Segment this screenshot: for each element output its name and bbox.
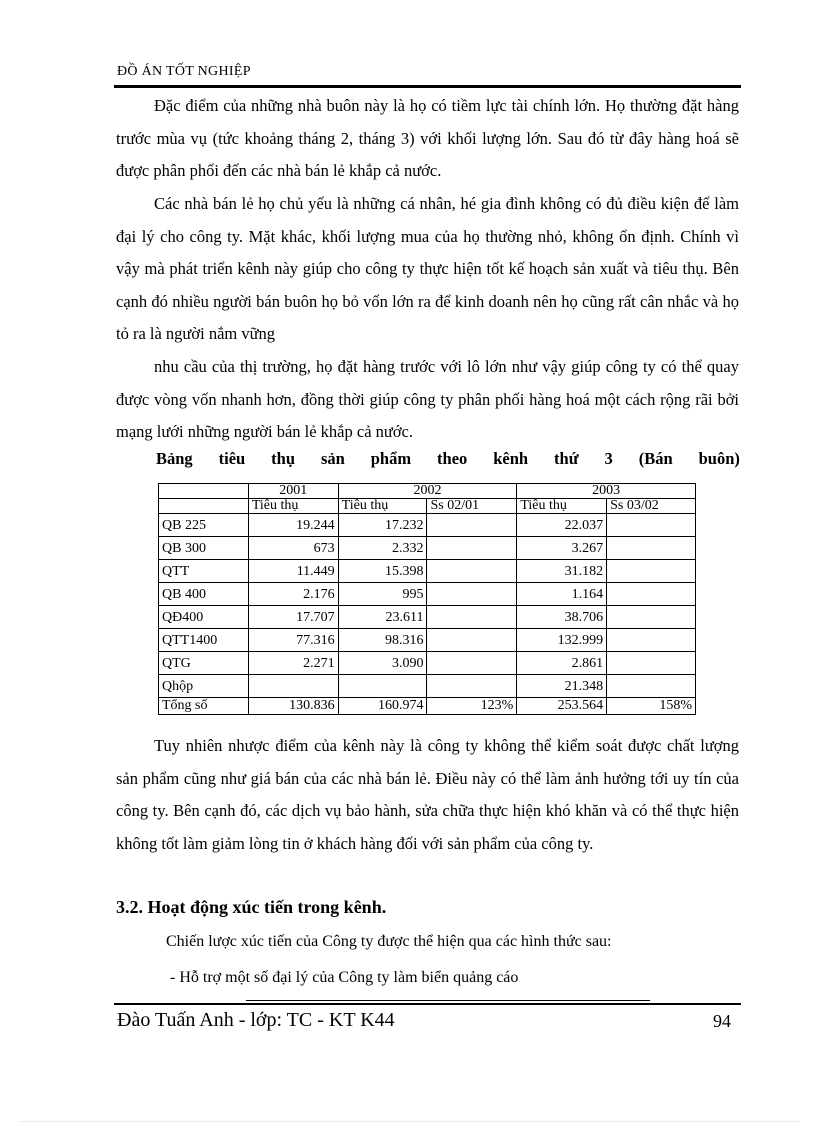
table-corner-cell	[159, 484, 249, 499]
table-row	[159, 560, 696, 583]
cell-2002: 3.090	[338, 652, 427, 675]
cell-2002: 98.316	[338, 629, 427, 652]
cell-ss0201	[427, 583, 517, 606]
cell-ss0201	[427, 606, 517, 629]
cell-2001	[248, 675, 338, 698]
table-title-word: (Bán	[638, 449, 673, 468]
cell-2001: 2.271	[248, 652, 338, 675]
cell-2003: 2.861	[517, 652, 607, 675]
cell-ss0201	[427, 560, 517, 583]
cell-2001: 2.176	[248, 583, 338, 606]
table-row	[159, 606, 696, 629]
section-intro: Chiến lược xúc tiến của Công ty được thể hiện qua các hình thức sau:	[166, 933, 612, 950]
cell-2002: 2.332	[338, 537, 427, 560]
paragraph-wholesaler-traits: Đặc điểm của những nhà buôn này là họ có tiềm lực tài chính lớn. Họ thường đặt hàng trước mùa vụ (tức khoảng tháng 2, tháng 3) với khối lượng lớn. Sau đó từ đây hàng hoá sẽ được phân phối đến các nhà bán lẻ khắp cả nước.	[116, 96, 739, 180]
cell-2002: 23.611	[338, 606, 427, 629]
section-heading: 3.2. Hoạt động xúc tiến trong kênh.	[116, 897, 387, 917]
table-row	[159, 652, 696, 675]
page-number: 94	[713, 1011, 731, 1031]
table-title-word: theo	[437, 449, 468, 468]
table-corner-cell	[159, 499, 249, 514]
subheader-cell: Tiêu thụ	[338, 499, 427, 514]
cell-2002: 17.232	[338, 514, 427, 537]
row-label: QTG	[159, 652, 249, 675]
cell-2003: 132.999	[517, 629, 607, 652]
cell-2001: 11.449	[248, 560, 338, 583]
table-title-word: Bảng	[156, 449, 193, 468]
row-label: QTT1400	[159, 629, 249, 652]
cell-2003: 21.348	[517, 675, 607, 698]
header-rule	[114, 85, 741, 88]
footer-author: Đào Tuấn Anh - lớp: TC - KT K44	[117, 1009, 395, 1031]
cell-ss0302	[607, 583, 696, 606]
cell-2003: 253.564	[517, 698, 607, 715]
cell-ss0302	[607, 606, 696, 629]
cell-ss0201	[427, 514, 517, 537]
table-subheader-row	[159, 499, 696, 514]
footer-rule	[114, 1003, 741, 1005]
table-title-word: kênh	[493, 449, 529, 468]
paragraph-disadvantages: Tuy nhiên nhược điểm của kênh này là công ty không thể kiểm soát được chất lượng sản phẩm cũng như giá bán của các nhà bán lẻ. Điều này có thể làm ảnh hưởng tới uy tín của công ty. Bên cạnh đó, các dịch vụ bảo hành, sửa chữa thực hiện khó khăn và có thể thực hiện không tốt làm giảm lòng tin ở khách hàng đối với sản phẩm của công ty.	[116, 736, 739, 853]
cell-ss0302	[607, 560, 696, 583]
cell-2001: 130.836	[248, 698, 338, 715]
footer-rule-thin	[246, 1000, 650, 1001]
cell-ss0201: 123%	[427, 698, 517, 715]
row-label: QB 225	[159, 514, 249, 537]
table-title-word: phẩm	[370, 449, 412, 468]
section-bullet: - Hỗ trợ một số đại lý của Công ty làm biển quảng cáo	[170, 969, 519, 986]
cell-2003: 31.182	[517, 560, 607, 583]
cell-2002: 15.398	[338, 560, 427, 583]
cell-ss0302	[607, 514, 696, 537]
row-label: QĐ400	[159, 606, 249, 629]
cell-2002: 160.974	[338, 698, 427, 715]
table-title-word: thứ	[554, 449, 579, 468]
year-header: 2003	[517, 484, 696, 499]
cell-2001: 19.244	[248, 514, 338, 537]
table-title-word: thụ	[271, 449, 296, 468]
year-header: 2002	[338, 484, 517, 499]
table-title	[156, 449, 740, 469]
cell-2002	[338, 675, 427, 698]
cell-2001: 77.316	[248, 629, 338, 652]
cell-2001: 17.707	[248, 606, 338, 629]
table-row	[159, 583, 696, 606]
table-total-row	[159, 698, 696, 715]
cell-ss0201	[427, 652, 517, 675]
cell-2003: 3.267	[517, 537, 607, 560]
cell-ss0302: 158%	[607, 698, 696, 715]
cell-2003: 1.164	[517, 583, 607, 606]
cell-ss0201	[427, 537, 517, 560]
paragraph-retailers: Các nhà bán lẻ họ chủ yếu là những cá nhân, hé gia đình không có đủ điều kiện để làm đại lý cho công ty. Mặt khác, khối lượng mua của họ thường nhỏ, không ổn định. Chính vì vậy mà phát triển kênh này giúp cho công ty thực hiện tốt kế hoạch sản xuất và tiêu thụ. Bên cạnh đó nhiều người bán buôn họ bỏ vốn lớn ra để kinh doanh nên họ cũng rất cân nhắc và họ tỏ ra là người nắm vững	[116, 194, 739, 343]
sales-table	[158, 483, 696, 715]
row-label: QB 300	[159, 537, 249, 560]
table-title-word: sản	[320, 449, 345, 468]
table-title-word: tiêu	[218, 449, 246, 468]
cell-ss0201	[427, 675, 517, 698]
subheader-cell: Ss 02/01	[427, 499, 517, 514]
paragraph-market-demand: nhu cầu của thị trường, họ đặt hàng trước với lô lớn như vậy giúp công ty có thể quay được vòng vốn nhanh hơn, đồng thời giúp công ty phân phối hàng hoá một cách rộng rãi bởi mạng lưới những người bán lẻ khắp cả nước.	[116, 357, 739, 441]
table-title-word: 3	[604, 449, 613, 468]
cell-ss0302	[607, 629, 696, 652]
row-label: QTT	[159, 560, 249, 583]
cell-ss0201	[427, 629, 517, 652]
page-edge-dots	[20, 1121, 800, 1122]
cell-2002: 995	[338, 583, 427, 606]
cell-ss0302	[607, 652, 696, 675]
cell-2001: 673	[248, 537, 338, 560]
subheader-cell: Tiêu thụ	[248, 499, 338, 514]
table-row	[159, 629, 696, 652]
table-row	[159, 537, 696, 560]
year-header: 2001	[248, 484, 338, 499]
cell-ss0302	[607, 675, 696, 698]
row-label: Tổng số	[159, 698, 249, 715]
subheader-cell: Ss 03/02	[607, 499, 696, 514]
header-title: ĐỒ ÁN TỐT NGHIỆP	[117, 64, 251, 79]
table-year-row	[159, 484, 696, 499]
table-row	[159, 514, 696, 537]
cell-ss0302	[607, 537, 696, 560]
table-row	[159, 675, 696, 698]
subheader-cell: Tiêu thụ	[517, 499, 607, 514]
table-title-word: buôn)	[698, 449, 740, 468]
row-label: QB 400	[159, 583, 249, 606]
cell-2003: 22.037	[517, 514, 607, 537]
row-label: Qhộp	[159, 675, 249, 698]
cell-2003: 38.706	[517, 606, 607, 629]
